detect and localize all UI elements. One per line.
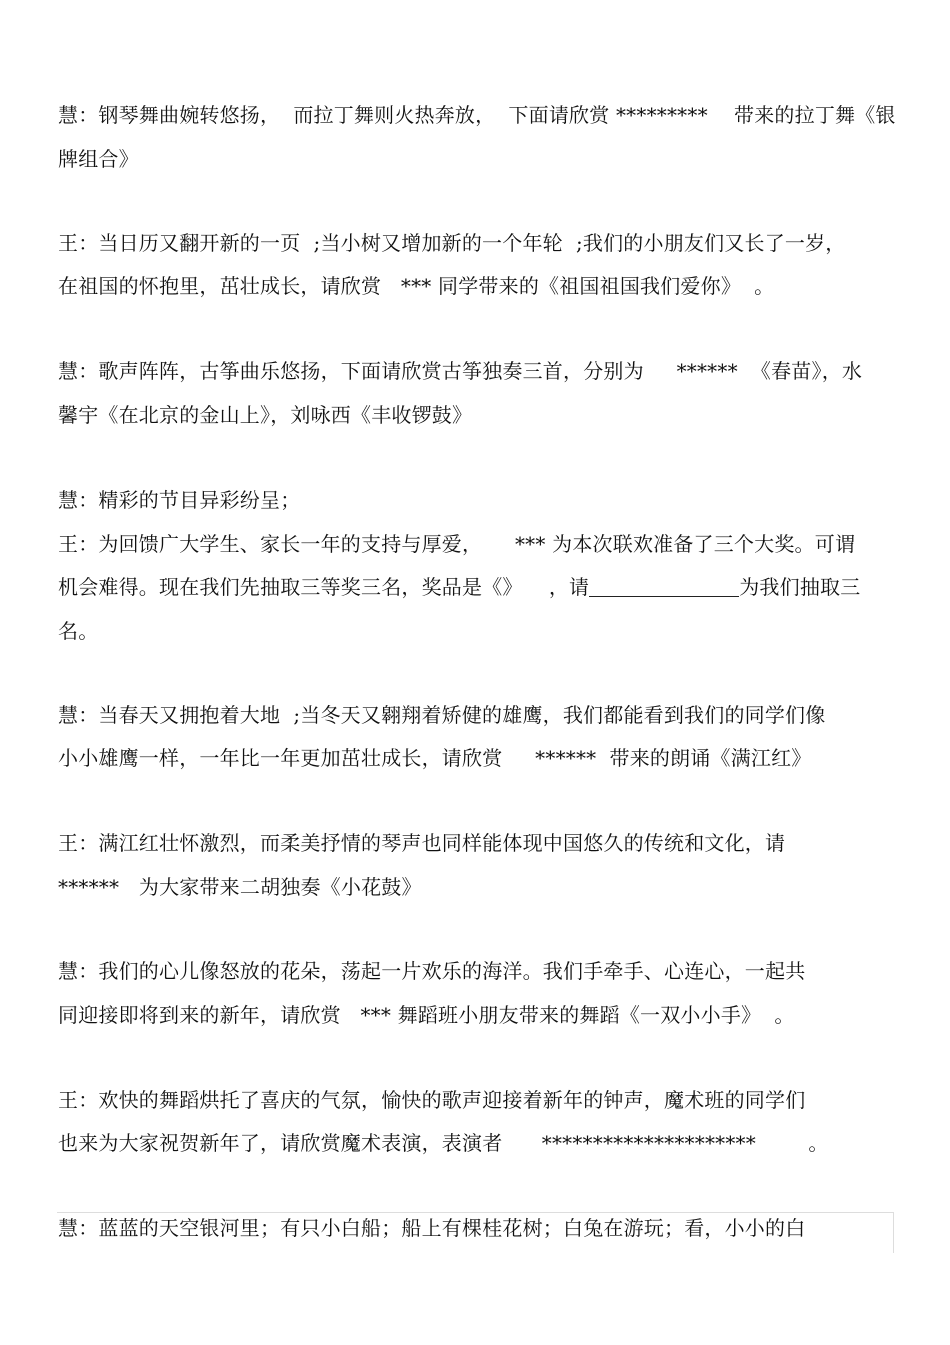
text-line: 牌组合》 xyxy=(58,147,139,171)
text-line: 慧：钢琴舞曲婉转悠扬， 而拉丁舞则火热奔放， 下面请欣赏 ********* 带来的拉丁舞《银 xyxy=(58,103,896,127)
fill-in-blank xyxy=(589,576,739,597)
text-line: 慧：蓝蓝的天空银河里；有只小白船；船上有棵桂花树；白兔在游玩；看，小小的白 xyxy=(58,1216,806,1240)
text-line: 馨宇《在北京的金山上》，刘咏西《丰收锣鼓》 xyxy=(58,403,473,427)
text-line: 慧：歌声阵阵，古筝曲乐悠扬，下面请欣赏古筝独奏三首，分别为 ****** 《春苗》，水 xyxy=(58,359,863,383)
text-line: 也来为大家祝贺新年了，请欣赏魔术表演，表演者 ********************* 。 xyxy=(58,1131,829,1155)
text-segment: 机会难得。现在我们先抽取三等奖三名，奖品是《》 ，请 xyxy=(58,575,590,599)
text-line: 慧：精彩的节目异彩纷呈； xyxy=(58,488,301,512)
text-line xyxy=(58,574,860,600)
text-line: 在祖国的怀抱里，茁壮成长，请欣赏 *** 同学带来的《祖国祖国我们爱你》 。 xyxy=(58,274,775,298)
text-line: 王：满江红壮怀激烈，而柔美抒情的琴声也同样能体现中国悠久的传统和文化，请 xyxy=(58,831,786,855)
text-line: ****** 为大家带来二胡独奏《小花鼓》 xyxy=(58,875,422,899)
text-line: 王：欢快的舞蹈烘托了喜庆的气氛，愉快的歌声迎接着新年的钟声，魔术班的同学们 xyxy=(58,1088,806,1112)
text-line: 王：当日历又翻开新的一页 ;当小树又增加新的一个年轮 ;我们的小朋友们又长了一岁， xyxy=(58,231,846,255)
text-line: 小小雄鹰一样，一年比一年更加茁壮成长，请欣赏 ****** 带来的朗诵《满江红》 xyxy=(58,746,812,770)
text-segment: 为我们抽取三 xyxy=(739,575,861,599)
text-line: 名。 xyxy=(58,619,99,643)
text-line: 同迎接即将到来的新年，请欣赏 *** 舞蹈班小朋友带来的舞蹈《一双小小手》 。 xyxy=(58,1003,795,1027)
text-line: 王：为回馈广大学生、家长一年的支持与厚爱， *** 为本次联欢准备了三个大奖。可谓 xyxy=(58,532,856,556)
text-line: 慧：我们的心儿像怒放的花朵，荡起一片欢乐的海洋。我们手牵手、心连心，一起共 xyxy=(58,959,806,983)
text-line: 慧：当春天又拥抱着大地 ;当冬天又翱翔着矫健的雄鹰，我们都能看到我们的同学们像 xyxy=(58,703,826,727)
